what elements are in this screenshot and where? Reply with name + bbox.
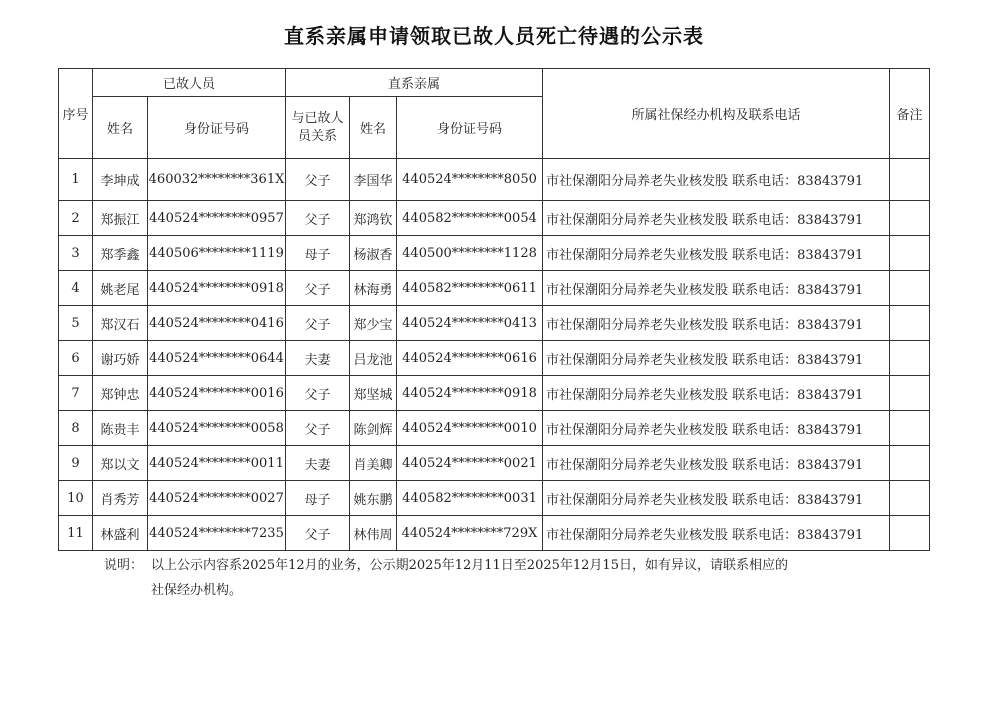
- cell-rel-id: 440524********0010: [397, 411, 543, 446]
- cell-name: 郑汉石: [93, 306, 148, 341]
- cell-rel-id: 440500********1128: [397, 236, 543, 271]
- cell-name: 郑季鑫: [93, 236, 148, 271]
- cell-seq: 8: [59, 411, 93, 446]
- header-id: 身份证号码: [148, 97, 286, 159]
- cell-id: 440524********0027: [148, 481, 286, 516]
- cell-remark: [890, 341, 930, 376]
- cell-rel-name: 林伟周: [350, 516, 397, 551]
- table-row: [59, 159, 930, 201]
- cell-remark: [890, 306, 930, 341]
- cell-relation: 母子: [286, 481, 350, 516]
- cell-id: 440524********7235: [148, 516, 286, 551]
- header-seq: 序号: [59, 69, 93, 159]
- cell-rel-name: 郑少宝: [350, 306, 397, 341]
- cell-name: 李坤成: [93, 159, 148, 201]
- footnote-line-1: 以上公示内容系2025年12月的业务，公示期2025年12月11日至2025年12月15日，如有异议，请联系相应的: [151, 558, 788, 573]
- footnote-label: 说明：: [104, 558, 144, 573]
- cell-id: 440524********0011: [148, 446, 286, 481]
- cell-name: 郑振江: [93, 201, 148, 236]
- header-rel-id: 身份证号码: [397, 97, 543, 159]
- cell-rel-name: 林海勇: [350, 271, 397, 306]
- header-deceased: 已故人员: [93, 69, 286, 97]
- cell-seq: 6: [59, 341, 93, 376]
- cell-rel-name: 杨淑香: [350, 236, 397, 271]
- cell-name: 郑以文: [93, 446, 148, 481]
- cell-relation: 夫妻: [286, 341, 350, 376]
- cell-remark: [890, 446, 930, 481]
- cell-seq: 7: [59, 376, 93, 411]
- cell-rel-id: 440524********729X: [397, 516, 543, 551]
- cell-agency: 市社保潮阳分局养老失业核发股 联系电话：83843791: [543, 446, 890, 481]
- cell-id: 440524********0058: [148, 411, 286, 446]
- cell-seq: 3: [59, 236, 93, 271]
- cell-agency: 市社保潮阳分局养老失业核发股 联系电话：83843791: [543, 159, 890, 201]
- cell-remark: [890, 201, 930, 236]
- cell-rel-id: 440524********0918: [397, 376, 543, 411]
- table-row: [59, 376, 930, 411]
- cell-rel-name: 吕龙池: [350, 341, 397, 376]
- table-row: [59, 236, 930, 271]
- cell-seq: 11: [59, 516, 93, 551]
- cell-remark: [890, 236, 930, 271]
- cell-seq: 9: [59, 446, 93, 481]
- table-row: [59, 411, 930, 446]
- cell-id: 460032********361X: [148, 159, 286, 201]
- cell-agency: 市社保潮阳分局养老失业核发股 联系电话：83843791: [543, 236, 890, 271]
- cell-id: 440524********0918: [148, 271, 286, 306]
- cell-id: 440524********0644: [148, 341, 286, 376]
- cell-rel-id: 440524********0413: [397, 306, 543, 341]
- cell-id: 440506********1119: [148, 236, 286, 271]
- cell-id: 440524********0016: [148, 376, 286, 411]
- cell-relation: 父子: [286, 271, 350, 306]
- cell-rel-id: 440524********0021: [397, 446, 543, 481]
- cell-name: 陈贵丰: [93, 411, 148, 446]
- cell-relation: 父子: [286, 201, 350, 236]
- table-row: [59, 271, 930, 306]
- cell-rel-name: 郑鸿钦: [350, 201, 397, 236]
- cell-relation: 父子: [286, 159, 350, 201]
- header-relatives: 直系亲属: [286, 69, 543, 97]
- cell-agency: 市社保潮阳分局养老失业核发股 联系电话：83843791: [543, 341, 890, 376]
- cell-rel-id: 440524********8050: [397, 159, 543, 201]
- cell-name: 谢巧娇: [93, 341, 148, 376]
- cell-rel-id: 440582********0031: [397, 481, 543, 516]
- cell-agency: 市社保潮阳分局养老失业核发股 联系电话：83843791: [543, 376, 890, 411]
- cell-id: 440524********0416: [148, 306, 286, 341]
- cell-remark: [890, 481, 930, 516]
- cell-rel-name: 姚东鹏: [350, 481, 397, 516]
- table-row: [59, 306, 930, 341]
- cell-seq: 2: [59, 201, 93, 236]
- cell-rel-name: 肖美卿: [350, 446, 397, 481]
- table-row: [59, 341, 930, 376]
- cell-agency: 市社保潮阳分局养老失业核发股 联系电话：83843791: [543, 516, 890, 551]
- announcement-table: [58, 68, 930, 551]
- cell-seq: 1: [59, 159, 93, 201]
- cell-remark: [890, 411, 930, 446]
- cell-relation: 母子: [286, 236, 350, 271]
- cell-agency: 市社保潮阳分局养老失业核发股 联系电话：83843791: [543, 306, 890, 341]
- cell-name: 郑钟忠: [93, 376, 148, 411]
- cell-rel-id: 440524********0616: [397, 341, 543, 376]
- cell-rel-name: 郑坚城: [350, 376, 397, 411]
- cell-id: 440524********0957: [148, 201, 286, 236]
- cell-agency: 市社保潮阳分局养老失业核发股 联系电话：83843791: [543, 411, 890, 446]
- table-row: [59, 481, 930, 516]
- table-row: [59, 516, 930, 551]
- cell-name: 林盛利: [93, 516, 148, 551]
- cell-agency: 市社保潮阳分局养老失业核发股 联系电话：83843791: [543, 271, 890, 306]
- cell-relation: 夫妻: [286, 446, 350, 481]
- cell-seq: 10: [59, 481, 93, 516]
- table-row: [59, 446, 930, 481]
- header-name: 姓名: [93, 97, 148, 159]
- cell-rel-name: 陈剑辉: [350, 411, 397, 446]
- cell-relation: 父子: [286, 376, 350, 411]
- cell-relation: 父子: [286, 306, 350, 341]
- cell-agency: 市社保潮阳分局养老失业核发股 联系电话：83843791: [543, 481, 890, 516]
- header-rel-name: 姓名: [350, 97, 397, 159]
- header-relation: 与已故人员关系: [286, 97, 350, 159]
- cell-name: 姚老尾: [93, 271, 148, 306]
- cell-remark: [890, 516, 930, 551]
- cell-name: 肖秀芳: [93, 481, 148, 516]
- cell-rel-name: 李国华: [350, 159, 397, 201]
- cell-remark: [890, 159, 930, 201]
- table-row: [59, 201, 930, 236]
- cell-rel-id: 440582********0611: [397, 271, 543, 306]
- cell-remark: [890, 271, 930, 306]
- cell-remark: [890, 376, 930, 411]
- cell-seq: 4: [59, 271, 93, 306]
- page-title: 直系亲属申请领取已故人员死亡待遇的公示表: [284, 24, 704, 48]
- footnote-line-2: 社保经办机构。: [151, 583, 243, 598]
- footnote: [104, 553, 864, 603]
- cell-relation: 父子: [286, 516, 350, 551]
- cell-rel-id: 440582********0054: [397, 201, 543, 236]
- header-agency: 所属社保经办机构及联系电话: [543, 69, 890, 159]
- cell-relation: 父子: [286, 411, 350, 446]
- cell-seq: 5: [59, 306, 93, 341]
- header-remark: 备注: [890, 69, 930, 159]
- cell-agency: 市社保潮阳分局养老失业核发股 联系电话：83843791: [543, 201, 890, 236]
